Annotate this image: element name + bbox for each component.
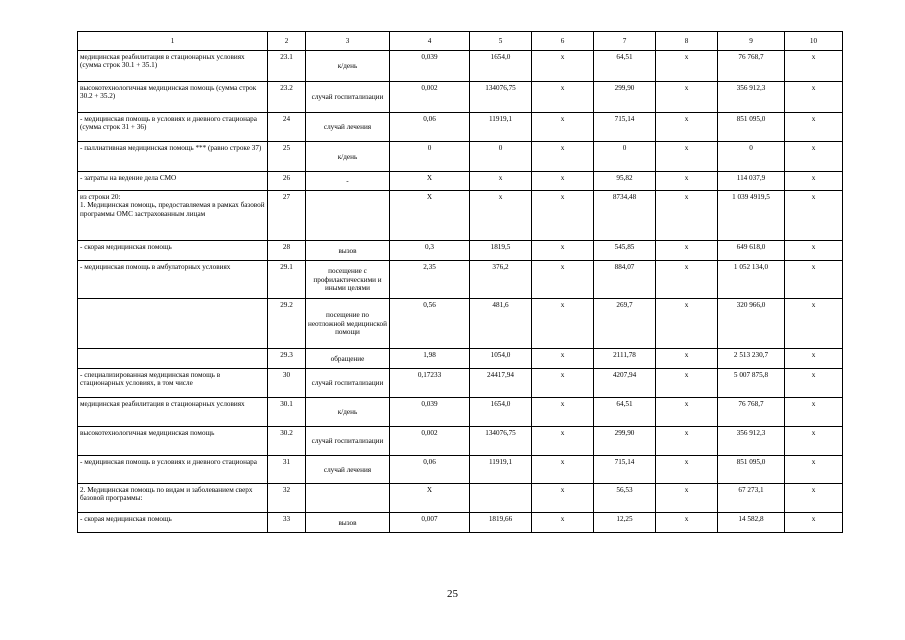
table-cell: к/день — [306, 51, 390, 82]
table-cell: 545,85 — [594, 241, 656, 261]
table-cell: х — [532, 349, 594, 369]
table-cell: х — [532, 261, 594, 299]
table-cell: х — [656, 349, 718, 369]
table-cell: 26 — [268, 172, 306, 191]
table-row — [78, 51, 843, 82]
table-cell: 11919,1 — [470, 456, 532, 484]
table-cell: - медицинская помощь в условиях и дневного стационара (сумма строк 31 + 36) — [78, 113, 268, 142]
table-cell: 269,7 — [594, 299, 656, 349]
table-cell: 12,25 — [594, 513, 656, 533]
table-cell: случай госпитализации — [306, 82, 390, 113]
table-cell: 299,90 — [594, 427, 656, 456]
table-row — [78, 241, 843, 261]
table-cell: х — [532, 484, 594, 513]
table-cell: 0,3 — [390, 241, 470, 261]
table-cell: х — [532, 456, 594, 484]
table-cell: х — [656, 427, 718, 456]
table-cell: Х — [390, 191, 470, 241]
table-cell: х — [656, 513, 718, 533]
table-cell: - — [306, 172, 390, 191]
table-cell: х — [532, 427, 594, 456]
column-header: 3 — [306, 32, 390, 51]
column-header: 10 — [785, 32, 843, 51]
table-row — [78, 172, 843, 191]
table-row — [78, 191, 843, 241]
table-cell: 33 — [268, 513, 306, 533]
table-cell: 851 095,0 — [718, 456, 785, 484]
table-cell: 30.1 — [268, 398, 306, 427]
table-cell: 0 — [718, 142, 785, 172]
table-row — [78, 349, 843, 369]
table-cell: 11919,1 — [470, 113, 532, 142]
table-cell: случай госпитализации — [306, 369, 390, 398]
table-header-row — [78, 32, 843, 51]
table-cell: случай госпитализации — [306, 427, 390, 456]
table-cell: 29.1 — [268, 261, 306, 299]
table-cell: - скорая медицинская помощь — [78, 513, 268, 533]
table-cell: х — [785, 349, 843, 369]
table-cell: - паллиативная медицинская помощь *** (равно строке 37) — [78, 142, 268, 172]
table-cell: х — [656, 261, 718, 299]
table-cell: 0 — [470, 142, 532, 172]
table-cell: 28 — [268, 241, 306, 261]
table-cell: х — [470, 191, 532, 241]
table-cell: 25 — [268, 142, 306, 172]
table-cell: 356 912,3 — [718, 427, 785, 456]
table-cell: 884,07 — [594, 261, 656, 299]
table-cell: х — [656, 484, 718, 513]
table-cell: х — [785, 51, 843, 82]
table-cell: посещение с профилактическими и иными целями — [306, 261, 390, 299]
column-header: 8 — [656, 32, 718, 51]
table-cell: 23.1 — [268, 51, 306, 82]
table-cell: 0,002 — [390, 427, 470, 456]
table-cell: 0,007 — [390, 513, 470, 533]
table-cell: 30 — [268, 369, 306, 398]
table-cell: х — [532, 191, 594, 241]
table-cell: 1819,5 — [470, 241, 532, 261]
table-row — [78, 484, 843, 513]
table-cell: 2 513 230,7 — [718, 349, 785, 369]
table-cell: х — [656, 241, 718, 261]
table-row — [78, 513, 843, 533]
table-cell: 30.2 — [268, 427, 306, 456]
table-cell: 2111,78 — [594, 349, 656, 369]
table-cell: 64,51 — [594, 398, 656, 427]
table-cell: случай лечения — [306, 113, 390, 142]
table-cell: 0,002 — [390, 82, 470, 113]
column-header: 6 — [532, 32, 594, 51]
table-cell: х — [532, 513, 594, 533]
column-header: 4 — [390, 32, 470, 51]
table-cell: 5 007 875,8 — [718, 369, 785, 398]
table-cell: 1,98 — [390, 349, 470, 369]
table-cell: 27 — [268, 191, 306, 241]
table-cell — [306, 191, 390, 241]
table-cell: 356 912,3 — [718, 82, 785, 113]
table-row — [78, 369, 843, 398]
table-cell: х — [656, 456, 718, 484]
table-row — [78, 398, 843, 427]
table-cell: х — [785, 484, 843, 513]
table-cell: 56,53 — [594, 484, 656, 513]
table-row — [78, 261, 843, 299]
table-cell: х — [656, 51, 718, 82]
table-row — [78, 142, 843, 172]
table-cell: 14 582,8 — [718, 513, 785, 533]
table-cell: х — [785, 398, 843, 427]
table-cell: - медицинская помощь в условиях и дневного стационара — [78, 456, 268, 484]
table-cell: 134076,75 — [470, 82, 532, 113]
table-cell: 0,039 — [390, 51, 470, 82]
table-cell: 23.2 — [268, 82, 306, 113]
table-cell — [78, 299, 268, 349]
table-cell: х — [532, 241, 594, 261]
table-cell: х — [656, 369, 718, 398]
table-cell: вызов — [306, 241, 390, 261]
table-cell: х — [785, 513, 843, 533]
table-cell: 320 966,0 — [718, 299, 785, 349]
table-cell: 1654,0 — [470, 398, 532, 427]
table-cell: х — [785, 299, 843, 349]
table-cell: х — [785, 427, 843, 456]
table-cell: х — [656, 142, 718, 172]
table-cell: х — [785, 241, 843, 261]
table-cell: х — [656, 82, 718, 113]
table-cell: 29.2 — [268, 299, 306, 349]
table-cell: посещение по неотложной медицинской помощи — [306, 299, 390, 349]
table-cell: 2. Медицинская помощь по видам и заболеванием сверх базовой программы: — [78, 484, 268, 513]
table-cell: х — [532, 172, 594, 191]
table-row — [78, 82, 843, 113]
table-cell: 715,14 — [594, 113, 656, 142]
table-cell: х — [470, 172, 532, 191]
data-table — [77, 31, 843, 533]
column-header: 5 — [470, 32, 532, 51]
table-cell: 0,06 — [390, 456, 470, 484]
table-cell: высокотехнологичная медицинская помощь (сумма строк 30.2 + 35.2) — [78, 82, 268, 113]
table-cell: вызов — [306, 513, 390, 533]
table-cell: обращение — [306, 349, 390, 369]
table-cell: х — [532, 142, 594, 172]
table-cell: 32 — [268, 484, 306, 513]
table-cell: 851 095,0 — [718, 113, 785, 142]
column-header: 7 — [594, 32, 656, 51]
table-cell: х — [656, 113, 718, 142]
table-cell: 67 273,1 — [718, 484, 785, 513]
table-cell: 376,2 — [470, 261, 532, 299]
page-number: 25 — [447, 588, 458, 600]
column-header: 2 — [268, 32, 306, 51]
table-cell: х — [785, 142, 843, 172]
table-cell: 64,51 — [594, 51, 656, 82]
table-cell: х — [656, 299, 718, 349]
table-cell: 95,82 — [594, 172, 656, 191]
column-header: 9 — [718, 32, 785, 51]
table-cell: х — [785, 369, 843, 398]
table-cell: 0 — [594, 142, 656, 172]
table-cell: - скорая медицинская помощь — [78, 241, 268, 261]
table-cell: 1654,0 — [470, 51, 532, 82]
table-cell: 299,90 — [594, 82, 656, 113]
table-cell: х — [785, 172, 843, 191]
table-row — [78, 427, 843, 456]
table-cell: 24417,94 — [470, 369, 532, 398]
table-cell: 0,56 — [390, 299, 470, 349]
table-cell: 29.3 — [268, 349, 306, 369]
table-cell: х — [656, 172, 718, 191]
table-cell: 114 037,9 — [718, 172, 785, 191]
table-cell: 24 — [268, 113, 306, 142]
table-cell: 31 — [268, 456, 306, 484]
table-cell: 1 039 4919,5 — [718, 191, 785, 241]
table-cell: 134076,75 — [470, 427, 532, 456]
table-cell: 0,039 — [390, 398, 470, 427]
table-cell: - затраты на ведение дела СМО — [78, 172, 268, 191]
table-cell: случай лечения — [306, 456, 390, 484]
table-cell: 76 768,7 — [718, 398, 785, 427]
table-cell: медицинская реабилитация в стационарных условиях (сумма строк 30.1 + 35.1) — [78, 51, 268, 82]
table-cell: х — [532, 299, 594, 349]
table-cell: к/день — [306, 142, 390, 172]
table-cell: х — [785, 456, 843, 484]
table-cell — [470, 484, 532, 513]
table-cell: 8734,48 — [594, 191, 656, 241]
table-cell: - специализированная медицинская помощь в стационарных условиях, в том числе — [78, 369, 268, 398]
table-cell: 715,14 — [594, 456, 656, 484]
table-cell: х — [785, 261, 843, 299]
table-cell: х — [656, 398, 718, 427]
table-cell: х — [532, 82, 594, 113]
table-cell: Х — [390, 484, 470, 513]
table-cell: высокотехнологичная медицинская помощь — [78, 427, 268, 456]
table-cell: из строки 20: 1. Медицинская помощь, предоставляемая в рамках базовой программы ОМС застрахованным лицам — [78, 191, 268, 241]
table-cell: 0,17233 — [390, 369, 470, 398]
table-cell — [78, 349, 268, 369]
table-cell: 649 618,0 — [718, 241, 785, 261]
table-cell: к/день — [306, 398, 390, 427]
table-cell: х — [785, 82, 843, 113]
table-row — [78, 113, 843, 142]
table-cell: 4207,94 — [594, 369, 656, 398]
table-cell: х — [532, 113, 594, 142]
table-cell — [306, 484, 390, 513]
column-header: 1 — [78, 32, 268, 51]
table-cell: х — [785, 191, 843, 241]
table-cell: Х — [390, 172, 470, 191]
table-cell: х — [656, 191, 718, 241]
table-cell: х — [532, 51, 594, 82]
table-cell: х — [785, 113, 843, 142]
table-cell: - медицинская помощь в амбулаторных условиях — [78, 261, 268, 299]
table-cell: 1819,66 — [470, 513, 532, 533]
table-cell: 481,6 — [470, 299, 532, 349]
table-row — [78, 456, 843, 484]
table-cell: 0 — [390, 142, 470, 172]
table-cell: 2,35 — [390, 261, 470, 299]
table-cell: х — [532, 369, 594, 398]
table-cell: х — [532, 398, 594, 427]
table-cell: 76 768,7 — [718, 51, 785, 82]
table-cell: 1054,0 — [470, 349, 532, 369]
table-row — [78, 299, 843, 349]
table-cell: 1 052 134,0 — [718, 261, 785, 299]
table-cell: медицинская реабилитация в стационарных условиях — [78, 398, 268, 427]
table-cell: 0,06 — [390, 113, 470, 142]
